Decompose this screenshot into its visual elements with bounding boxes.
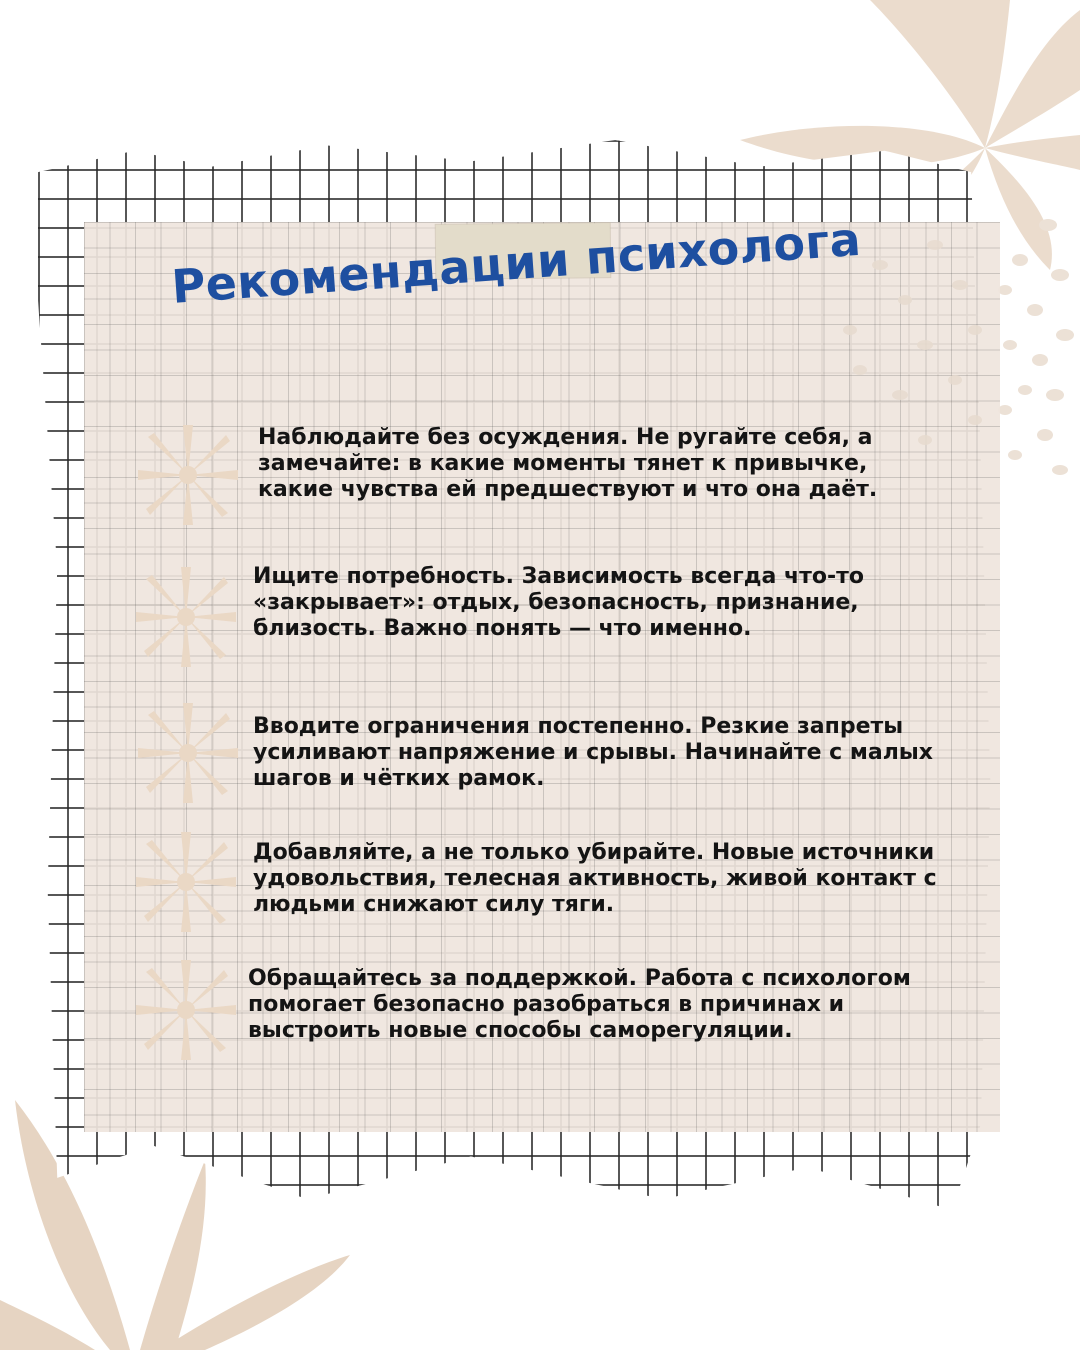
page-title: Рекомендации психолога <box>169 211 863 314</box>
star-burst-icon <box>136 832 236 932</box>
star-burst-icon <box>136 960 236 1060</box>
tip-text-add: Добавляйте, а не только убирайте. Новые источники удовольствия, телесная активность, живой контакт с людьми снижают силу тяги. <box>253 840 937 917</box>
star-burst-icon <box>136 567 236 667</box>
tip-text-limits: Вводите ограничения постепенно. Резкие запреты усиливают напряжение и срывы. Начинайте с малых шагов и чётких рамок. <box>253 714 933 791</box>
tip-text-support: Обращайтесь за поддержкой. Работа с психологом помогает безопасно разобраться в причинах и выстроить новые способы саморегуляции. <box>248 966 911 1043</box>
star-burst-icon <box>138 703 238 803</box>
tip-text-need: Ищите потребность. Зависимость всегда что-то «закрывает»: отдых, безопасность, признание, близость. Важно понять — что именно. <box>253 564 864 641</box>
star-burst-icon <box>138 425 238 525</box>
tip-text-observe: Наблюдайте без осуждения. Не ругайте себя, а замечайте: в какие моменты тянет к привычке, какие чувства ей предшествуют и что она даёт. <box>258 425 878 502</box>
